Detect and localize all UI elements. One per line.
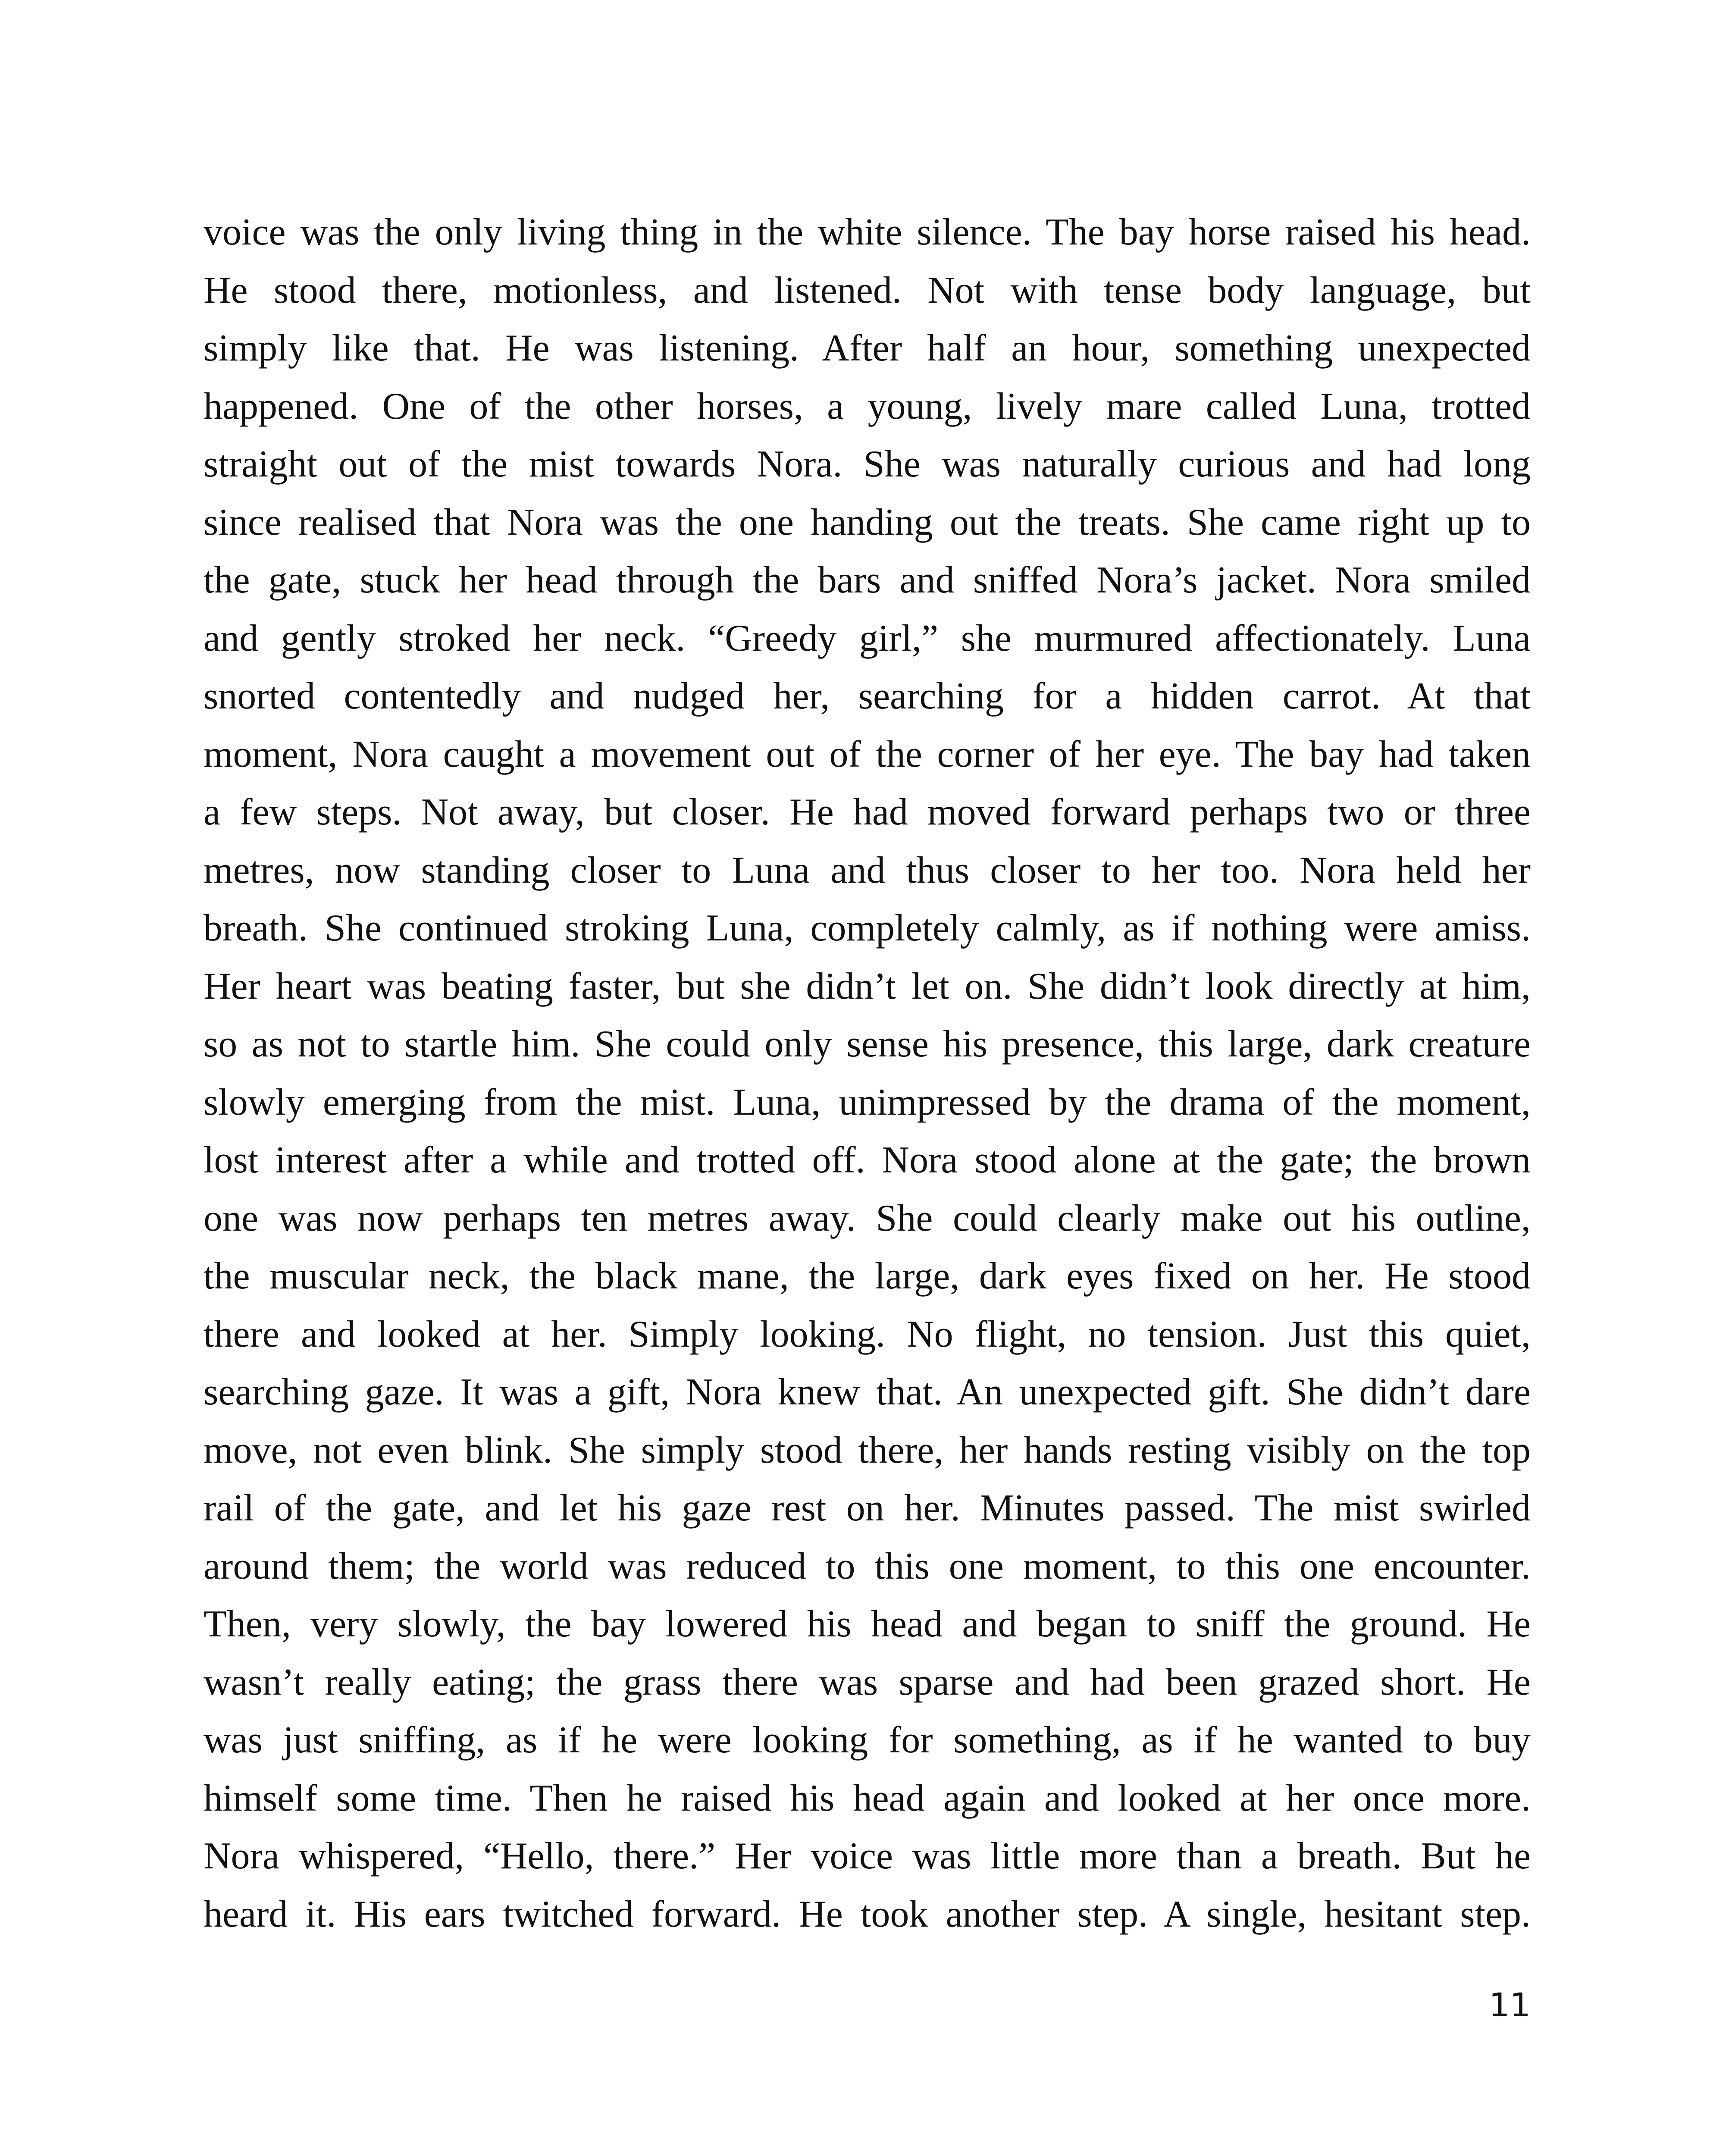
text-line: slowly emerging from the mist. Luna, unimpressed by the drama of the moment, (204, 1081, 1531, 1123)
text-line: move, not even blink. She simply stood there, her hands resting visibly on the top (204, 1429, 1531, 1471)
body-text (204, 204, 1531, 1943)
page-number: 11 (1489, 1986, 1531, 2024)
text-line: rail of the gate, and let his gaze rest on her. Minutes passed. The mist swirled (204, 1487, 1531, 1529)
text-line: searching gaze. It was a gift, Nora knew that. An unexpected gift. She didn’t dare (204, 1371, 1531, 1413)
text-line: breath. She continued stroking Luna, completely calmly, as if nothing were amiss. (204, 907, 1531, 949)
text-line: and gently stroked her neck. “Greedy girl,” she murmured affectionately. Luna (204, 617, 1531, 659)
text-line: the gate, stuck her head through the bars and sniffed Nora’s jacket. Nora smiled (204, 559, 1531, 601)
text-line: heard it. His ears twitched forward. He took another step. A single, hesitant step. (204, 1893, 1531, 1935)
text-line: voice was the only living thing in the white silence. The bay horse raised his head. (204, 211, 1531, 253)
text-line: a few steps. Not away, but closer. He had moved forward perhaps two or three (204, 791, 1531, 833)
text-line: there and looked at her. Simply looking. No flight, no tension. Just this quiet, (204, 1313, 1531, 1355)
text-line: so as not to startle him. She could only sense his presence, this large, dark creature (204, 1023, 1531, 1065)
text-line: around them; the world was reduced to this one moment, to this one encounter. (204, 1545, 1531, 1587)
text-line: himself some time. Then he raised his head again and looked at her once more. (204, 1777, 1531, 1819)
text-line: Then, very slowly, the bay lowered his head and began to sniff the ground. He (204, 1603, 1531, 1645)
text-line: since realised that Nora was the one handing out the treats. She came right up to (204, 501, 1531, 543)
text-line: He stood there, motionless, and listened. Not with tense body language, but (204, 269, 1531, 311)
text-line: snorted contentedly and nudged her, searching for a hidden carrot. At that (204, 675, 1531, 717)
text-line: wasn’t really eating; the grass there was sparse and had been grazed short. He (204, 1661, 1531, 1703)
text-line: happened. One of the other horses, a young, lively mare called Luna, trotted (204, 385, 1531, 427)
text-line: simply like that. He was listening. After half an hour, something unexpected (204, 327, 1531, 369)
text-line: was just sniffing, as if he were looking for something, as if he wanted to buy (204, 1719, 1531, 1761)
text-line: Her heart was beating faster, but she didn’t let on. She didn’t look directly at him, (204, 965, 1531, 1007)
text-line: Nora whispered, “Hello, there.” Her voice was little more than a breath. But he (204, 1835, 1531, 1877)
text-line: straight out of the mist towards Nora. She was naturally curious and had long (204, 443, 1531, 485)
text-line: moment, Nora caught a movement out of the corner of her eye. The bay had taken (204, 733, 1531, 775)
text-line: the muscular neck, the black mane, the large, dark eyes fixed on her. He stood (204, 1255, 1531, 1297)
text-line: one was now perhaps ten metres away. She could clearly make out his outline, (204, 1197, 1531, 1239)
text-line: metres, now standing closer to Luna and thus closer to her too. Nora held her (204, 849, 1531, 891)
text-line: lost interest after a while and trotted off. Nora stood alone at the gate; the brown (204, 1139, 1531, 1181)
